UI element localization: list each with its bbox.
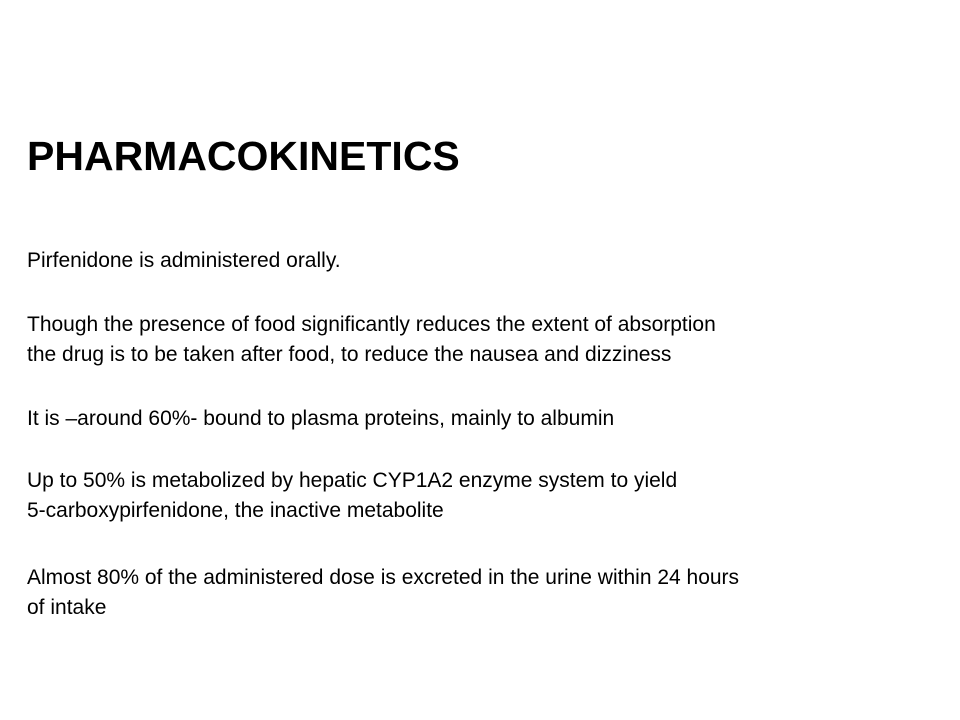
paragraph-line: 5-carboxypirfenidone, the inactive metabolite (27, 499, 444, 522)
paragraph-line: of intake (27, 596, 107, 619)
paragraph-line: Up to 50% is metabolized by hepatic CYP1A2 enzyme system to yield (27, 469, 678, 492)
paragraph-protein-binding (27, 404, 942, 434)
paragraph-line: the drug is to be taken after food, to reduce the nausea and dizziness (27, 343, 672, 366)
paragraph-metabolism (27, 466, 942, 526)
paragraph-administration (27, 246, 942, 276)
paragraph-line: It is –around 60%- bound to plasma proteins, mainly to albumin (27, 407, 615, 430)
paragraph-line: Almost 80% of the administered dose is excreted in the urine within 24 hours (27, 566, 740, 589)
paragraph-excretion (27, 563, 942, 623)
paragraph-line: Pirfenidone is administered orally. (27, 249, 341, 272)
slide-title: PHARMACOKINETICS (27, 133, 460, 179)
paragraph-absorption (27, 310, 942, 370)
paragraph-line: Though the presence of food significantly reduces the extent of absorption (27, 313, 716, 336)
